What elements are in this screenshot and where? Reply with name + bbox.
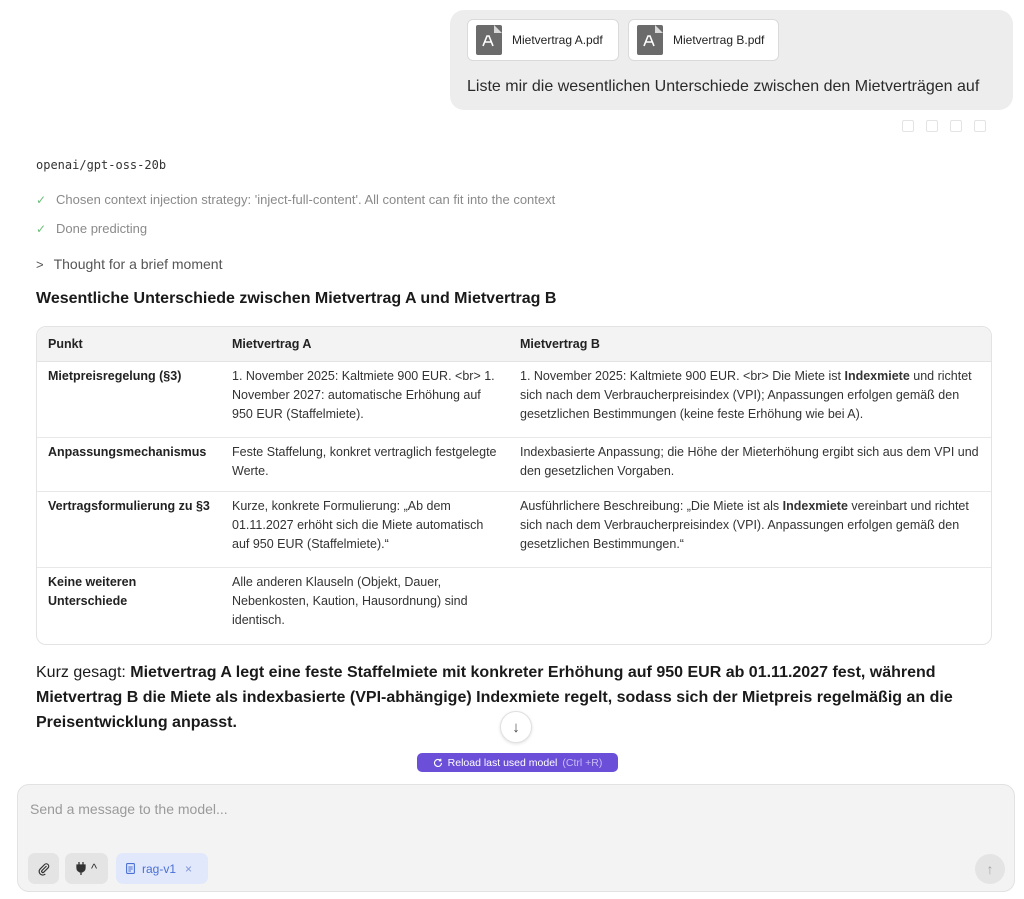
pdf-file-icon <box>637 25 663 55</box>
attachment-chip[interactable] <box>467 19 619 61</box>
table-cell-a: 1. November 2025: Kaltmiete 900 EUR. <br> 1. November 2027: automatische Erhöhung auf 950 EUR (Staffelmiete). <box>221 362 509 438</box>
table-cell-b <box>509 438 991 492</box>
chevron-right-icon: > <box>36 256 44 272</box>
comparison-table <box>36 326 992 645</box>
paperclip-icon <box>37 862 51 876</box>
user-message-text: Liste mir die wesentlichen Unterschiede zwischen den Mietverträgen auf <box>467 78 980 95</box>
table-cell-a: Feste Staffelung, konkret vertraglich festgelegte Werte. <box>221 438 509 492</box>
arrow-up-icon: ↑ <box>986 861 994 877</box>
table-row <box>37 438 991 492</box>
cell-text: vereinbart und richtet sich nach dem Verbraucherpreisindex (VPI). Anpassungen erfolgen gemäß den gesetzlichen Bestimmungen.“ <box>520 499 969 551</box>
user-message-bubble <box>450 10 1013 110</box>
status-text: Done predicting <box>56 221 148 236</box>
status-text: Chosen context injection strategy: 'inject-full-content'. All content can fit into the context <box>56 192 556 207</box>
refresh-icon <box>433 758 443 768</box>
copy-icon[interactable] <box>926 120 938 132</box>
delete-icon[interactable] <box>974 120 986 132</box>
arrow-down-icon: ↓ <box>512 718 520 736</box>
reload-model-button[interactable] <box>417 753 618 772</box>
response-heading: Wesentliche Unterschiede zwischen Mietvertrag A und Mietvertrag B <box>36 290 557 307</box>
chevron-up-icon: ^ <box>90 861 98 876</box>
check-icon: ✓ <box>36 221 47 236</box>
cell-text: und richtet sich nach dem Verbraucherpreisindex (VPI); Anpassungen erfolgen gemäß den gesetzlichen Bestimmungen (keine feste Erhöhung wie bei A). <box>520 369 972 421</box>
thought-toggle[interactable] <box>36 256 222 272</box>
table-cell-punkt: Keine weiteren Unterschiede <box>48 575 137 608</box>
reload-label: Reload last used model <box>447 756 558 769</box>
table-row <box>37 568 991 644</box>
close-icon[interactable]: × <box>185 861 193 876</box>
table-cell-b <box>509 362 991 438</box>
edit-icon[interactable] <box>902 120 914 132</box>
summary-bold-text: Mietvertrag A legt eine feste Staffelmiete mit konkreter Erhöhung auf 950 EUR ab 01.11.2027 fest, während Mietvertrag B die Miete als indexbasierte (VPI-abhängige) Indexmiete regelt, sodass sich der Mietpreis regelmäßig an die Preisentwicklung anpasst. <box>36 664 953 731</box>
check-icon: ✓ <box>36 192 47 207</box>
attachment-chip[interactable] <box>628 19 779 61</box>
rag-plugin-chip[interactable] <box>116 853 208 884</box>
table-header: Mietvertrag A <box>221 327 509 362</box>
rag-chip-label: rag-v1 <box>142 861 177 876</box>
status-line <box>36 221 147 236</box>
message-composer <box>17 784 1015 892</box>
pdf-file-icon <box>476 25 502 55</box>
table-header-row <box>37 327 991 362</box>
send-button[interactable] <box>975 854 1005 884</box>
cell-text: 1. November 2025: Kaltmiete 900 EUR. <br> Die Miete ist <box>520 369 845 383</box>
reload-shortcut: (Ctrl +R) <box>562 756 603 769</box>
branch-icon[interactable] <box>950 120 962 132</box>
message-actions <box>902 120 986 132</box>
table-cell-b <box>509 492 991 568</box>
message-input[interactable] <box>30 801 930 817</box>
document-icon <box>126 863 135 874</box>
table-cell-a: Alle anderen Klauseln (Objekt, Dauer, Nebenkosten, Kaution, Hausordnung) sind identisch. <box>232 575 468 627</box>
cell-text: Ausführlichere Beschreibung: „Die Miete ist als <box>520 499 783 513</box>
table-cell-a: Kurze, konkrete Formulierung: „Ab dem 01.11.2027 erhöht sich die Miete automatisch auf 950 EUR (Staffelmiete).“ <box>221 492 509 568</box>
table-cell-punkt: Vertragsformulierung zu §3 <box>37 492 221 568</box>
table-header: Mietvertrag B <box>509 327 991 362</box>
integrations-button[interactable] <box>65 853 108 884</box>
cell-bold-text: Indexmiete <box>844 369 910 383</box>
scroll-to-bottom-button[interactable] <box>500 711 532 743</box>
attachment-name: Mietvertrag B.pdf <box>673 33 765 47</box>
table-row <box>37 492 991 568</box>
attachment-name: Mietvertrag A.pdf <box>512 33 603 47</box>
table-cell-punkt: Mietpreisregelung (§3) <box>37 362 221 438</box>
summary-prefix: Kurz gesagt: <box>36 664 131 681</box>
status-line <box>36 192 555 207</box>
attach-button[interactable] <box>28 853 59 884</box>
table-cell-b <box>509 568 991 644</box>
table-row <box>37 362 991 438</box>
table-header: Punkt <box>37 327 221 362</box>
table-cell-punkt: Anpassungsmechanismus <box>37 438 221 492</box>
thought-label: Thought for a brief moment <box>53 256 223 272</box>
plug-icon <box>76 862 86 875</box>
cell-text: Indexbasierte Anpassung; die Höhe der Mieterhöhung ergibt sich aus dem VPI und den gesetzlichen Vorgaben. <box>520 445 979 478</box>
cell-bold-text: Indexmiete <box>782 499 848 513</box>
model-name: openai/gpt-oss-20b <box>36 158 167 172</box>
